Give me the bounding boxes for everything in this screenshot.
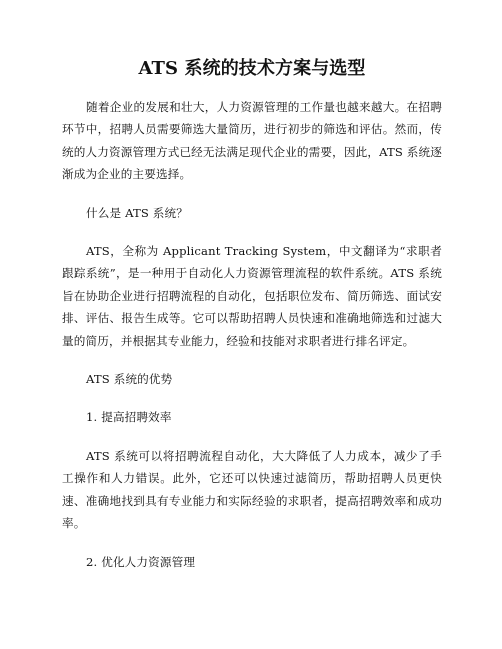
section-heading-ats-advantages: ATS 系统的优势 (86, 372, 173, 387)
subsection-paragraph-improve-efficiency: ATS 系统可以将招聘流程自动化，大大降低了人力成本，减少了手工操作和人力错误。此外，它还可以快速过滤简历，帮助招聘人员更快速、准确地找到具有专业能力和实际经验的求职者，提高招聘效率和成功率。 (62, 448, 442, 531)
section-paragraph-ats-definition: ATS，全称为 Applicant Tracking System，中文翻译为“求职者跟踪系统”，是一种用于自动化人力资源管理流程的软件系统。ATS 系统旨在协助企业进行招聘流程的自动化，包括职位发布、简历筛选、面试安排、评估、报告生成等。它可以帮助招聘人员快速和准确地筛选和过滤大量的简历，并根据其专业能力，经验和技能对求职者进行排名评定。 (62, 244, 442, 348)
section-heading-what-is-ats: 什么是 ATS 系统？ (86, 205, 188, 220)
document-title: ATS 系统的技术方案与选型 (138, 58, 366, 79)
subsection-heading-improve-efficiency: 1. 提高招聘效率 (86, 410, 172, 425)
subsection-heading-optimize-hr: 2. 优化人力资源管理 (86, 554, 196, 569)
intro-paragraph: 随着企业的发展和壮大，人力资源管理的工作量也越来越大。在招聘环节中，招聘人员需要筛选大量简历，进行初步的筛选和评估。然而，传统的人力资源管理方式已经无法满足现代企业的需要，因此，ATS 系统逐渐成为企业的主要选择。 (62, 100, 443, 182)
